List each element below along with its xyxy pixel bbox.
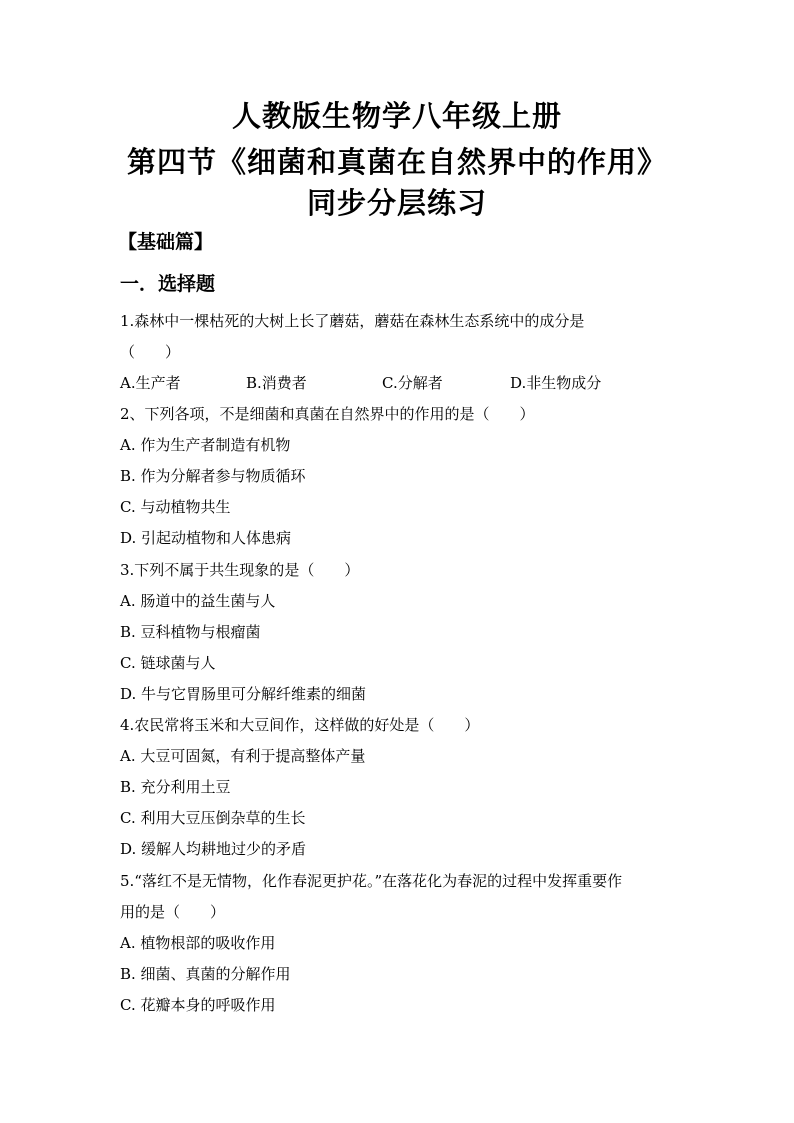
question-1-option-a: A.生产者 [120,374,181,392]
question-1-option-b: B.消费者 [246,374,307,392]
question-1-stem-blank: （ ） [120,343,181,361]
question-2-stem: 2、下列各项，不是细菌和真菌在自然界中的作用的是（ ） [120,405,535,423]
question-1-option-d: D.非生物成分 [510,374,602,392]
part-one-heading: 一．选择题 [120,273,216,295]
question-4-option-c: C. 利用大豆压倒杂草的生长 [120,809,306,827]
title-line-1: 人教版生物学八年级上册 [231,99,562,133]
question-4-option-b: B. 充分利用土豆 [120,778,231,796]
question-3-option-c: C. 链球菌与人 [120,654,216,672]
question-3-option-b: B. 豆科植物与根瘤菌 [120,623,261,641]
question-5-option-a: A. 植物根部的吸收作用 [120,934,276,952]
question-1-stem: 1.森林中一棵枯死的大树上长了蘑菇，蘑菇在森林生态系统中的成分是 [120,312,585,330]
title-line-2: 第四节《细菌和真菌在自然界中的作用》 [126,145,667,179]
question-2-option-c: C. 与动植物共生 [120,498,231,516]
question-4-stem: 4.农民常将玉米和大豆间作，这样做的好处是（ ） [120,716,480,734]
question-5-option-c: C. 花瓣本身的呼吸作用 [120,996,276,1014]
question-2-option-b: B. 作为分解者参与物质循环 [120,467,306,485]
question-5-stem: 5.“落红不是无情物，化作春泥更护花。”在落花化为春泥的过程中发挥重要作 [120,872,623,890]
question-5-option-b: B. 细菌、真菌的分解作用 [120,965,291,983]
section-basic-heading: 【基础篇】 [118,231,214,253]
title-line-3: 同步分层练习 [306,186,487,220]
question-4-option-d: D. 缓解人均耕地过少的矛盾 [120,840,307,858]
question-1-option-c: C.分解者 [382,374,443,392]
question-2-option-a: A. 作为生产者制造有机物 [120,436,291,454]
question-3-option-d: D. 牛与它胃肠里可分解纤维素的细菌 [120,685,367,703]
question-2-option-d: D. 引起动植物和人体患病 [120,529,292,547]
question-4-option-a: A. 大豆可固氮，有利于提高整体产量 [120,747,366,765]
question-3-stem: 3.下列不属于共生现象的是（ ） [120,561,360,579]
question-3-option-a: A. 肠道中的益生菌与人 [120,592,276,610]
question-5-stem-continued: 用的是（ ） [120,903,226,921]
